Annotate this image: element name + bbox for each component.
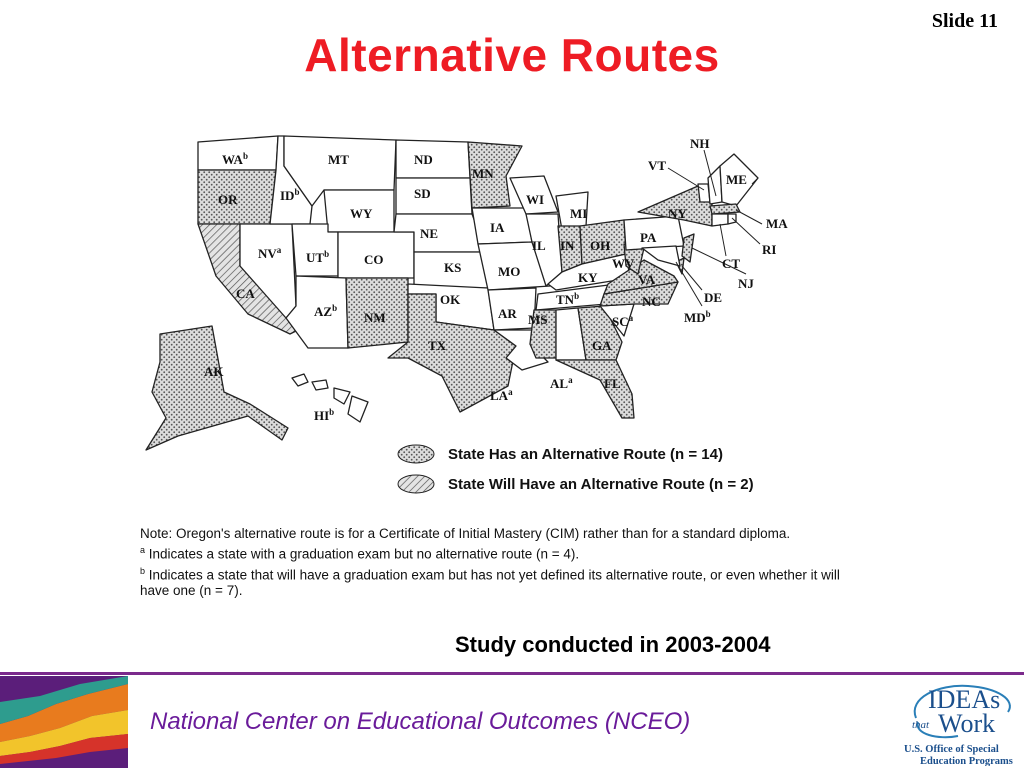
label-az: $AZ^b$ — [314, 303, 338, 319]
label-ms: MS — [528, 312, 548, 327]
note-main: Note: Oregon's alternative route is for a Certificate of Initial Mastery (CIM) rather than for a standard diploma. — [140, 526, 791, 541]
legend-swatch-hatch — [398, 475, 434, 493]
label-md: $MD^b$ — [684, 309, 711, 325]
label-mt: MT — [328, 152, 349, 167]
label-tn: $TN^b$ — [556, 291, 580, 307]
label-nv: $NV^a$ — [258, 245, 282, 261]
label-mn: MN — [472, 166, 494, 181]
state-ri — [728, 214, 736, 224]
slide-title: Alternative Routes — [304, 29, 720, 81]
label-ok: OK — [440, 292, 461, 307]
ideas-that-work-logo — [898, 678, 1022, 766]
label-pa: PA — [640, 230, 657, 245]
label-vt: VT — [648, 158, 667, 173]
label-nm: NM — [364, 310, 386, 325]
label-ct: CT — [722, 256, 741, 271]
label-il: IL — [532, 238, 546, 253]
label-co: CO — [364, 252, 384, 267]
label-wi: WI — [526, 192, 545, 207]
label-ak: AK — [204, 364, 224, 379]
label-nc: NC — [642, 294, 661, 309]
label-nh: NH — [690, 136, 710, 151]
label-ia: IA — [490, 220, 505, 235]
label-ks: KS — [444, 260, 462, 275]
svg-text:IDEAs: IDEAs — [928, 685, 1001, 714]
label-hi: $HI^b$ — [314, 407, 335, 423]
label-ca: CA — [236, 286, 255, 301]
footer-divider — [0, 672, 1024, 675]
note-a: $^a$ Indicates a state with a graduation exam but no alternative route (n = 4). — [140, 545, 580, 562]
slide-number: Slide 11 — [931, 10, 998, 32]
study-date-note: Study conducted in 2003-2004 — [455, 632, 771, 657]
svg-text:Work: Work — [938, 709, 996, 738]
label-de: DE — [704, 290, 723, 305]
label-la: $LA^a$ — [490, 387, 513, 403]
label-fl: FL — [604, 376, 621, 391]
label-va: VA — [638, 272, 656, 287]
label-wy: WY — [350, 206, 373, 221]
state-ma — [710, 204, 740, 214]
footer-org-name: National Center on Educational Outcomes (NCEO) — [150, 708, 691, 735]
label-wv: WV — [612, 256, 635, 271]
label-nj: NJ — [738, 276, 754, 291]
legend-swatch-dots — [398, 445, 434, 463]
us-map — [138, 126, 858, 498]
label-ne: NE — [420, 226, 439, 241]
svg-text:Education Programs: Education Programs — [920, 756, 1013, 766]
label-nd: ND — [414, 152, 433, 167]
svg-text:that: that — [912, 719, 930, 731]
label-ga: GA — [592, 338, 612, 353]
label-ky: KY — [578, 270, 598, 285]
label-sc: $SC^a$ — [612, 313, 634, 329]
state-nd — [396, 140, 470, 178]
legend-label-has-route: State Has an Alternative Route (n = 14) — [448, 446, 723, 463]
legend-label-will-have-route: State Will Have an Alternative Route (n = 2) — [448, 476, 754, 493]
label-ar: AR — [498, 306, 517, 321]
label-ut: $UT^b$ — [306, 249, 330, 265]
label-in: IN — [560, 238, 575, 253]
label-wa: $WA^b$ — [222, 151, 248, 167]
label-mi: MI — [570, 206, 588, 221]
map-legend — [398, 445, 754, 493]
map-notes — [140, 526, 860, 599]
label-ma: MA — [766, 216, 788, 231]
label-or: OR — [218, 192, 238, 207]
state-sd — [396, 178, 472, 214]
label-al: $AL^a$ — [550, 375, 573, 391]
nceo-logo — [0, 676, 128, 768]
label-tx: TX — [428, 338, 447, 353]
svg-text:U.S. Office of Special: U.S. Office of Special — [904, 744, 999, 755]
label-mo: MO — [498, 264, 521, 279]
state-ak — [146, 326, 288, 450]
note-b: $^b$ Indicates a state that will have a graduation exam but has not yet defined its alternative route, or even whether it will have one (n = 7). — [140, 565, 840, 598]
label-ri: RI — [762, 242, 777, 257]
label-oh: OH — [590, 238, 611, 253]
label-ny: NY — [668, 206, 687, 221]
label-me: ME — [726, 172, 747, 187]
label-id: $ID^b$ — [280, 187, 300, 203]
label-sd: SD — [414, 186, 431, 201]
